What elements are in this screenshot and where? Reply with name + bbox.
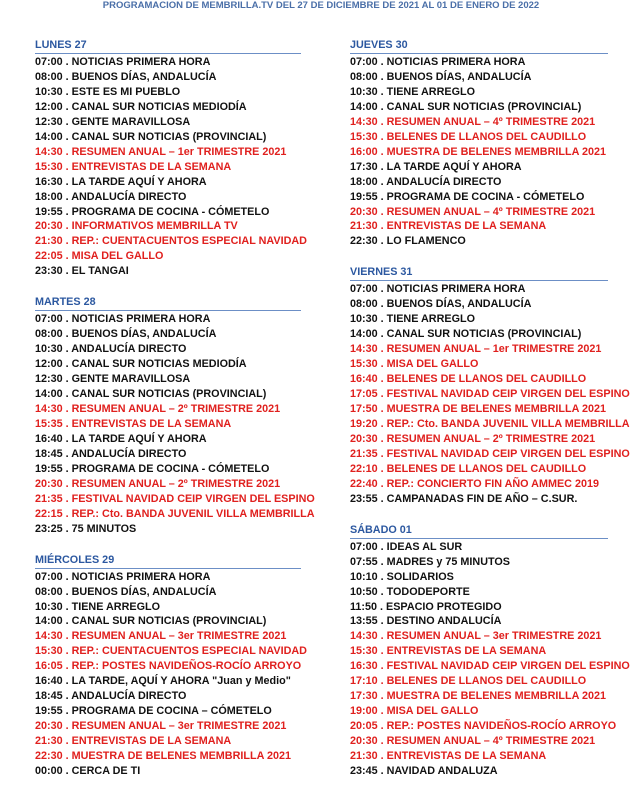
program-item: 16:00 . MUESTRA DE BELENES MEMBRILLA 2021	[350, 145, 606, 158]
program-item: 21:35 . FESTIVAL NAVIDAD CEIP VIRGEN DEL ESPINO	[35, 492, 315, 505]
program-item: 11:50 . ESPACIO PROTEGIDO	[350, 600, 502, 613]
program-item: 14:30 . RESUMEN ANUAL – 3er TRIMESTRE 2021	[35, 630, 287, 643]
program-item: 14:00 . CANAL SUR NOTICIAS (PROVINCIAL)	[350, 100, 582, 113]
day-header: MARTES 28	[35, 295, 301, 311]
program-item: 18:45 . ANDALUCÍA DIRECTO	[35, 447, 187, 460]
program-item: 14:30 . RESUMEN ANUAL – 4º TRIMESTRE 2021	[350, 115, 596, 128]
program-item: 23:30 . EL TANGAI	[35, 265, 129, 278]
program-item: 07:55 . MADRES y 75 MINUTOS	[350, 555, 511, 568]
program-item: 08:00 . BUENOS DÍAS, ANDALUCÍA	[350, 70, 532, 83]
program-item: 14:00 . CANAL SUR NOTICIAS (PROVINCIAL)	[35, 388, 267, 401]
program-item: 20:30 . RESUMEN ANUAL – 3er TRIMESTRE 2021	[35, 720, 287, 733]
program-item: 22:40 . REP.: CONCIERTO FIN AÑO AMMEC 2019	[350, 477, 599, 490]
program-item: 22:05 . MISA DEL GALLO	[35, 250, 164, 263]
day-block	[35, 38, 335, 279]
page-title: PROGRAMACION DE MEMBRILLA.TV DEL 27 DE DICIEMBRE DE 2021 AL 01 DE ENERO DE 2022	[102, 0, 540, 11]
program-item: 16:05 . REP.: POSTES NAVIDEÑOS-ROCÍO ARROYO	[35, 660, 302, 673]
program-item: 17:05 . FESTIVAL NAVIDAD CEIP VIRGEN DEL ESPINO	[350, 388, 630, 401]
program-item: 23:55 . CAMPANADAS FIN DE AÑO – C.SUR.	[350, 492, 578, 505]
program-item: 17:10 . BELENES DE LLANOS DEL CAUDILLO	[350, 675, 587, 688]
program-item: 07:00 . NOTICIAS PRIMERA HORA	[35, 56, 211, 68]
program-item: 10:30 . TIENE ARREGLO	[350, 85, 475, 98]
program-item: 08:00 . BUENOS DÍAS, ANDALUCÍA	[35, 70, 217, 83]
program-item: 19:55 . PROGRAMA DE COCINA - CÓMETELO	[350, 190, 585, 203]
program-item: 19:55 . PROGRAMA DE COCINA – CÓMETELO	[35, 705, 272, 718]
schedule-column-left	[35, 38, 335, 795]
program-item: 17:50 . MUESTRA DE BELENES MEMBRILLA 2021	[350, 403, 606, 416]
program-item: 23:25 . 75 MINUTOS	[35, 522, 137, 535]
program-item: 20:30 . RESUMEN ANUAL – 2º TRIMESTRE 2021	[350, 432, 596, 445]
day-header: MIÉRCOLES 29	[35, 553, 301, 569]
program-item: 14:30 . RESUMEN ANUAL – 3er TRIMESTRE 2021	[350, 630, 602, 643]
program-item: 20:30 . RESUMEN ANUAL – 4º TRIMESTRE 2021	[350, 735, 596, 748]
day-block	[350, 523, 642, 779]
program-item: 23:45 . NAVIDAD ANDALUZA	[350, 764, 498, 777]
program-item: 16:30 . LA TARDE AQUÍ Y AHORA	[35, 175, 207, 188]
program-item: 14:30 . RESUMEN ANUAL – 2º TRIMESTRE 2021	[35, 403, 281, 416]
program-item: 17:30 . LA TARDE AQUÍ Y AHORA	[350, 160, 522, 173]
day-header: LUNES 27	[35, 38, 301, 54]
program-item: 07:00 . IDEAS AL SUR	[350, 540, 463, 553]
program-item: 21:30 . ENTREVISTAS DE LA SEMANA	[350, 750, 547, 763]
program-item: 10:30 . ESTE ES MI PUEBLO	[35, 85, 181, 98]
program-item: 07:00 . NOTICIAS PRIMERA HORA	[350, 283, 526, 296]
program-item: 20:30 . RESUMEN ANUAL – 2º TRIMESTRE 2021	[35, 477, 281, 490]
day-block	[35, 295, 335, 536]
program-item: 19:20 . REP.: Cto. BANDA JUVENIL VILLA MEMBRILLA	[350, 417, 630, 430]
program-item: 19:55 . PROGRAMA DE COCINA - CÓMETELO	[35, 462, 270, 475]
program-item: 16:40 . BELENES DE LLANOS DEL CAUDILLO	[350, 373, 587, 386]
program-item: 14:00 . CANAL SUR NOTICIAS (PROVINCIAL)	[35, 130, 267, 143]
day-block	[350, 265, 642, 506]
program-item: 12:00 . CANAL SUR NOTICIAS MEDIODÍA	[35, 100, 247, 113]
program-item: 12:30 . GENTE MARAVILLOSA	[35, 115, 191, 128]
day-header: VIERNES 31	[350, 265, 608, 281]
program-item: 08:00 . BUENOS DÍAS, ANDALUCÍA	[35, 585, 217, 598]
day-block	[35, 553, 335, 779]
program-item: 16:40 . LA TARDE AQUÍ Y AHORA	[35, 432, 207, 445]
program-item: 00:00 . CERCA DE TI	[35, 764, 141, 777]
program-item: 07:00 . NOTICIAS PRIMERA HORA	[350, 56, 526, 68]
program-item: 18:00 . ANDALUCÍA DIRECTO	[35, 190, 187, 203]
program-item: 07:00 . NOTICIAS PRIMERA HORA	[35, 570, 211, 583]
program-item: 19:55 . PROGRAMA DE COCINA - CÓMETELO	[35, 205, 270, 218]
program-item: 18:00 . ANDALUCÍA DIRECTO	[350, 175, 502, 188]
program-item: 07:00 . NOTICIAS PRIMERA HORA	[35, 313, 211, 326]
program-item: 10:50 . TODODEPORTE	[350, 585, 470, 598]
program-item: 10:30 . TIENE ARREGLO	[350, 313, 475, 326]
program-item: 14:30 . RESUMEN ANUAL – 1er TRIMESTRE 2021	[35, 145, 287, 158]
program-item: 20:30 . INFORMATIVOS MEMBRILLA TV	[35, 220, 238, 233]
program-item: 08:00 . BUENOS DÍAS, ANDALUCÍA	[350, 298, 532, 311]
program-item: 10:30 . ANDALUCÍA DIRECTO	[35, 343, 187, 356]
program-item: 16:40 . LA TARDE, AQUÍ Y AHORA "Juan y Medio"	[35, 675, 291, 688]
program-item: 22:30 . LO FLAMENCO	[350, 235, 466, 248]
program-item: 20:30 . RESUMEN ANUAL – 4º TRIMESTRE 2021	[350, 205, 596, 218]
program-item: 22:30 . MUESTRA DE BELENES MEMBRILLA 2021	[35, 750, 291, 763]
program-item: 15:30 . BELENES DE LLANOS DEL CAUDILLO	[350, 130, 587, 143]
program-item: 13:55 . DESTINO ANDALUCÍA	[350, 615, 502, 628]
day-block	[350, 38, 642, 249]
schedule-column-right	[350, 38, 642, 795]
program-item: 16:30 . FESTIVAL NAVIDAD CEIP VIRGEN DEL ESPINO	[350, 660, 630, 673]
program-item: 17:30 . MUESTRA DE BELENES MEMBRILLA 2021	[350, 690, 606, 703]
program-item: 22:15 . REP.: Cto. BANDA JUVENIL VILLA MEMBRILLA	[35, 507, 315, 520]
program-item: 15:35 . ENTREVISTAS DE LA SEMANA	[35, 417, 232, 430]
program-item: 22:10 . BELENES DE LLANOS DEL CAUDILLO	[350, 462, 587, 475]
program-item: 10:10 . SOLIDARIOS	[350, 570, 454, 583]
program-item: 21:30 . ENTREVISTAS DE LA SEMANA	[350, 220, 547, 233]
program-item: 12:30 . GENTE MARAVILLOSA	[35, 373, 191, 386]
day-header: SÁBADO 01	[350, 523, 608, 539]
program-item: 15:30 . ENTREVISTAS DE LA SEMANA	[35, 160, 232, 173]
program-item: 19:00 . MISA DEL GALLO	[350, 705, 479, 718]
program-item: 21:35 . FESTIVAL NAVIDAD CEIP VIRGEN DEL ESPINO	[350, 447, 630, 460]
program-item: 21:30 . REP.: CUENTACUENTOS ESPECIAL NAVIDAD	[35, 235, 307, 248]
program-item: 10:30 . TIENE ARREGLO	[35, 600, 160, 613]
program-item: 14:00 . CANAL SUR NOTICIAS (PROVINCIAL)	[35, 615, 267, 628]
program-item: 20:05 . REP.: POSTES NAVIDEÑOS-ROCÍO ARROYO	[350, 720, 617, 733]
program-item: 15:30 . REP.: CUENTACUENTOS ESPECIAL NAVIDAD	[35, 645, 307, 658]
program-item: 08:00 . BUENOS DÍAS, ANDALUCÍA	[35, 328, 217, 341]
program-item: 15:30 . MISA DEL GALLO	[350, 358, 479, 371]
program-item: 12:00 . CANAL SUR NOTICIAS MEDIODÍA	[35, 358, 247, 371]
program-item: 14:00 . CANAL SUR NOTICIAS (PROVINCIAL)	[350, 328, 582, 341]
program-item: 14:30 . RESUMEN ANUAL – 1er TRIMESTRE 2021	[350, 343, 602, 356]
day-header: JUEVES 30	[350, 38, 608, 54]
program-item: 18:45 . ANDALUCÍA DIRECTO	[35, 690, 187, 703]
program-item: 15:30 . ENTREVISTAS DE LA SEMANA	[350, 645, 547, 658]
program-item: 21:30 . ENTREVISTAS DE LA SEMANA	[35, 735, 232, 748]
